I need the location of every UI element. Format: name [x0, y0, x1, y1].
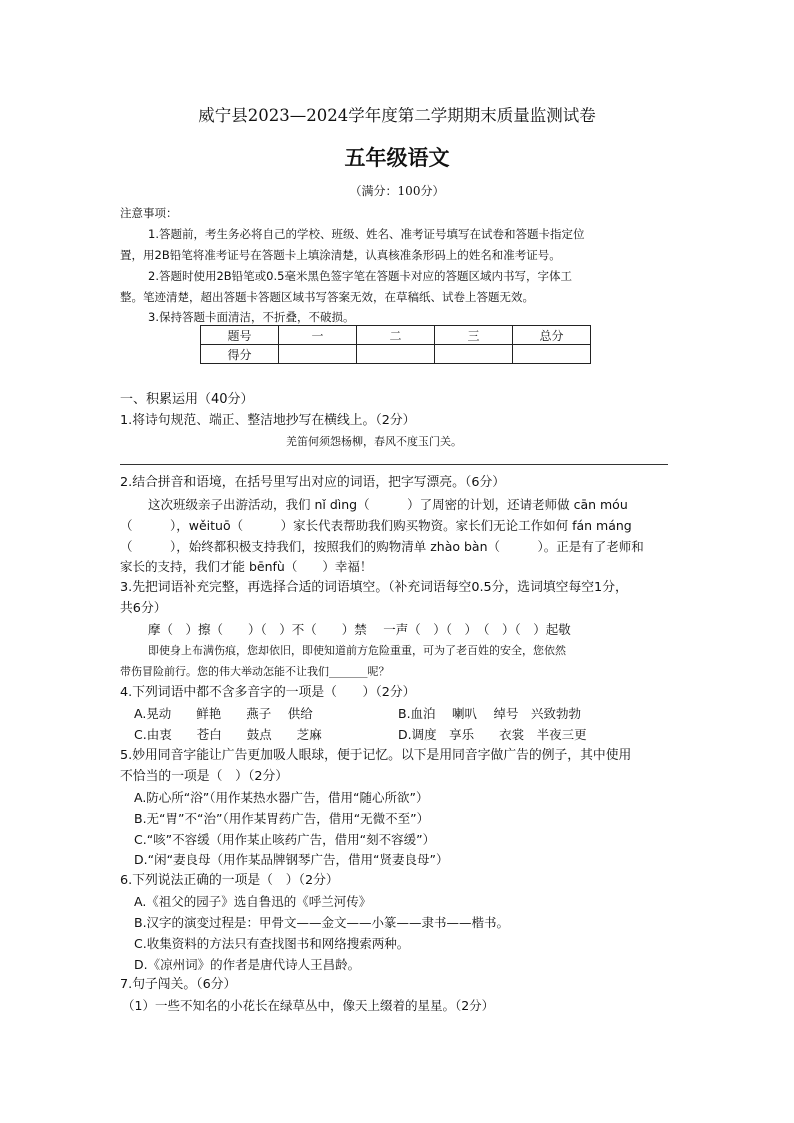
- question-5-option-b: B.无“胃”不“治”（用作某胃药广告，借用“无微不至”）: [134, 811, 430, 826]
- score-table-score-row: [201, 345, 591, 364]
- question-6-option-d: D.《凉州词》的作者是唐代诗人王昌龄。: [134, 957, 361, 972]
- notice-line-5: 3.保持答题卡面清洁，不折叠，不破损。: [148, 310, 355, 324]
- score-table: [200, 325, 591, 364]
- score-table-header-row: [201, 326, 591, 345]
- exam-title: 威宁县2023—2024学年度第二学期期末质量监测试卷: [198, 106, 596, 125]
- question-4: 4.下列词语中都不含多音字的一项是（ ）（2分）: [120, 685, 416, 700]
- question-2: 2.结合拼音和语境，在括号里写出对应的词语，把字写漂亮。（6分）: [120, 475, 506, 490]
- question-5-cont: 不恰当的一项是（ ）（2分）: [120, 769, 289, 784]
- question-3-passage-2: 带伤冒险前行。您的伟大举动怎能不让我们_______呢？: [120, 665, 390, 678]
- table-cell: 三: [435, 326, 513, 345]
- question-7-sentence-1: （1）一些不知名的小花长在绿草丛中，像天上缀着的星星。（2分）: [122, 998, 495, 1013]
- table-cell: 总分: [513, 326, 591, 345]
- table-cell: 题号: [201, 326, 279, 345]
- table-cell: [279, 345, 357, 364]
- question-3-words: 摩（ ）擦（ ）（ ）不（ ）禁 一声（ ）（ ） （ ）（ ）起敬: [148, 622, 571, 637]
- question-2-line-1: 这次班级亲子出游活动，我们 nǐ dìng（ ）了周密的计划，还请老师做 cān móu: [148, 497, 628, 512]
- notice-line-3: 2.答题时使用2B铅笔或0.5毫米黑色签字笔在答题卡对应的答题区域内书写，字体工: [148, 269, 572, 283]
- question-3: 3.先把词语补充完整，再选择合适的词语填空。（补充词语每空0.5分，选词填空每空1分，: [120, 580, 628, 595]
- table-cell: 得分: [201, 345, 279, 364]
- question-6-option-c: C.收集资料的方法只有查找图书和网络搜索两种。: [134, 936, 410, 951]
- table-cell: [513, 345, 591, 364]
- question-4-option-b: B.血泊 喇叭 绰号 兴致勃勃: [398, 706, 581, 721]
- question-2-line-2: （ ），wěituō（ ）家长代表帮助我们购买物资。家长们无论工作如何 fán máng: [120, 518, 632, 533]
- question-5: 5.妙用同音字能让广告更加吸人眼球，便于记忆。以下是用同音字做广告的例子，其中使用: [120, 748, 632, 763]
- table-cell: [357, 345, 435, 364]
- question-2-line-4: 家长的支持，我们才能 bēnfù（ ）幸福！: [120, 559, 373, 574]
- question-2-line-3: （ ），始终都积极支持我们，按照我们的购物清单 zhào bàn（ ）。正是有了老师和: [120, 539, 644, 554]
- notice-heading: 注意事项：: [120, 206, 178, 220]
- question-4-option-a: A.晃动 鲜艳 燕子 供给: [134, 706, 313, 721]
- question-5-option-d: D.“闲“妻良母（用作某品牌钢琴广告，借用“贤妻良母”）: [134, 852, 449, 867]
- question-1: 1.将诗句规范、端正、整洁地抄写在横线上。（2分）: [120, 413, 416, 428]
- question-7: 7.句子闯关。（6分）: [120, 977, 237, 992]
- question-3-passage-1: 即使身上布满伤痕，您却依旧，即使知道前方危险重重，可为了老百姓的安全，您依然: [148, 644, 566, 657]
- section-1-heading: 一、积累运用（40分）: [120, 392, 254, 407]
- notice-line-1: 1.答题前，考生务必将自己的学校、班级、姓名、准考证号填写在试卷和答题卡指定位: [148, 227, 585, 241]
- table-cell: [435, 345, 513, 364]
- question-6-option-b: B.汉字的演变过程是：甲骨文——金文——小篆——隶书——楷书。: [134, 915, 510, 930]
- notice-line-4: 整。笔迹清楚，超出答题卡答题区域书写答案无效，在草稿纸、试卷上答题无效。: [120, 290, 534, 304]
- question-3-cont: 共6分）: [120, 601, 167, 616]
- answer-line: [120, 464, 668, 465]
- subject-title: 五年级语文: [344, 145, 450, 170]
- question-6: 6.下列说法正确的一项是（ ）（2分）: [120, 873, 339, 888]
- table-cell: 二: [357, 326, 435, 345]
- question-5-option-a: A.防心所“浴”（用作某热水器广告，借用“随心所欲”）: [134, 790, 429, 805]
- question-4-option-c: C.由衷 苍白 鼓点 芝麻: [134, 727, 322, 742]
- table-cell: 一: [279, 326, 357, 345]
- question-1-poem: 羌笛何须怨杨柳，春风不度玉门关。: [286, 435, 462, 448]
- question-4-option-d: D.调度 享乐 衣裳 半夜三更: [398, 727, 587, 742]
- full-score: （满分：100分）: [349, 184, 445, 198]
- question-5-option-c: C.“咳”不容缓（用作某止咳药广告，借用“刻不容缓”）: [134, 832, 436, 847]
- notice-line-2: 置，用2B铅笔将准考证号在答题卡上填涂清楚，认真核准条形码上的姓名和准考证号。: [120, 248, 561, 262]
- question-6-option-a: A.《祖父的园子》选自鲁迅的《呼兰河传》: [134, 894, 372, 909]
